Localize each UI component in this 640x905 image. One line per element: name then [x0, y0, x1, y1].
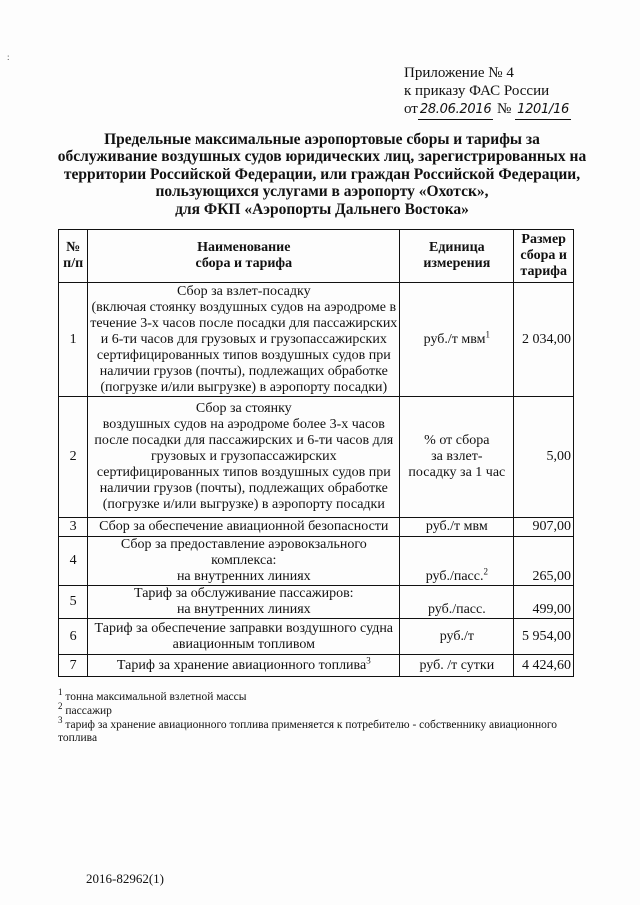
name-line: авиационным топливом — [172, 636, 315, 652]
scan-mark: : — [7, 52, 10, 62]
table-row — [59, 619, 574, 655]
row-unit: руб./пасс.$^2$ — [400, 537, 514, 586]
name-line: сертифицированных типов воздушных судов при — [96, 465, 391, 480]
footnote: $^3$ тариф за хранение авиационного топлива применяется к потребителю - собственнику авиационного топлива — [58, 715, 558, 744]
header-value: Размер сбора и тарифа — [514, 230, 574, 283]
row-value: 265,00 — [514, 537, 574, 586]
title-line: для ФКП «Аэропорты Дальнего Востока» — [175, 200, 469, 218]
table-row — [59, 397, 574, 518]
row-number: 1 — [59, 283, 88, 397]
header-unit: Единица измерения — [400, 230, 514, 283]
name-line: воздушных судов на аэродроме более 3-х часов — [102, 417, 385, 432]
table-row — [59, 518, 574, 537]
name-line: и 6-ти часов для грузовых и грузопассажирских — [100, 331, 387, 347]
header-num: № п/п — [59, 230, 88, 283]
handwritten-number: 1201/16 — [515, 101, 571, 120]
name-line: (погрузке и/или выгрузке) в аэропорту посадки — [102, 497, 385, 512]
row-number: 6 — [59, 619, 88, 655]
row-name — [88, 518, 400, 537]
row-value: 907,00 — [514, 518, 574, 537]
footnote: $^2$ пассажир — [58, 701, 112, 717]
name-line: наличии грузов (почты), подлежащих обработке — [99, 363, 388, 379]
row-number: 7 — [59, 655, 88, 677]
row-name — [88, 655, 400, 677]
row-unit: % от сбора за взлет- посадку за 1 час — [400, 397, 514, 518]
row-unit: руб./т — [400, 619, 514, 655]
name-line: Тариф за обеспечение заправки воздушного судна — [94, 620, 394, 636]
name-line: на внутренних линиях — [176, 569, 311, 584]
row-value: 4 424,60 — [514, 655, 574, 677]
annex-order-ref: к приказу ФАС России — [404, 83, 550, 99]
name-line: Сбор за обеспечение авиационной безопасности — [99, 519, 389, 534]
footnotes — [58, 687, 578, 746]
name-line: наличии грузов (почты), подлежащих обработке — [99, 481, 388, 496]
table-row — [59, 537, 574, 586]
row-unit: руб./пасс. — [400, 586, 514, 619]
header-name: Наименование сбора и тарифа — [88, 230, 400, 283]
handwritten-date: 28.06.2016 — [418, 101, 493, 120]
footnote-mark: 2 — [483, 566, 488, 577]
row-name — [88, 537, 400, 586]
table-header-row — [59, 230, 574, 283]
table-row — [59, 283, 574, 397]
name-line: течение 3-х часов после посадки для пассажирских — [90, 315, 398, 331]
row-name — [88, 283, 400, 397]
annex-date-line — [404, 100, 584, 120]
row-number: 2 — [59, 397, 88, 518]
name-line: Сбор за взлет-посадку — [176, 283, 311, 299]
footnote-mark: 3 — [366, 654, 371, 665]
row-value: 499,00 — [514, 586, 574, 619]
name-line: на внутренних линиях — [176, 602, 311, 617]
annex-number: Приложение № 4 — [404, 65, 514, 81]
annex-header — [404, 64, 584, 120]
row-unit: руб./т мвм$^1$ — [400, 283, 514, 397]
document-number: 2016-82962(1) — [86, 871, 164, 886]
row-number: 4 — [59, 537, 88, 586]
tariffs-table — [58, 229, 574, 677]
row-number: 3 — [59, 518, 88, 537]
name-line: Сбор за предоставление аэровокзального — [120, 537, 367, 552]
footnote: $^1$ тонна максимальной взлетной массы — [58, 687, 247, 703]
title-line: территории Российской Федерации, или граждан Российской Федерации, — [63, 165, 581, 183]
table-row — [59, 586, 574, 619]
row-name — [88, 619, 400, 655]
row-unit: руб./т мвм — [400, 518, 514, 537]
title-line: пользующихся услугами в аэропорту «Охотск», — [155, 183, 489, 201]
name-line: грузовых и грузопассажирских — [150, 449, 337, 464]
row-value: 2 034,00 — [514, 283, 574, 397]
name-line: Тариф за обслуживание пассажиров: — [134, 586, 354, 601]
title-line: Предельные максимальные аэропортовые сборы и тарифы за — [104, 131, 540, 148]
row-name — [88, 397, 400, 518]
name-line: Тариф за хранение авиационного топлива$^3$ — [116, 654, 371, 673]
footnote-mark: 1 — [485, 328, 491, 339]
title-line: обслуживание воздушных судов юридических лиц, зарегистрированных на — [57, 148, 587, 166]
number-label: № — [497, 101, 512, 117]
row-value: 5,00 — [514, 397, 574, 518]
row-value: 5 954,00 — [514, 619, 574, 655]
name-line: комплекса: — [211, 553, 277, 568]
name-line: после посадки для пассажирских и 6-ти часов для — [94, 433, 394, 448]
document-title — [40, 131, 604, 218]
row-number: 5 — [59, 586, 88, 619]
row-name — [88, 586, 400, 619]
name-line: (включая стоянку воздушных судов на аэродроме в — [91, 299, 397, 315]
name-line: (погрузке и/или выгрузке) в аэропорту посадки) — [100, 379, 388, 395]
name-line: Сбор за стоянку — [195, 401, 292, 416]
from-label: от — [404, 101, 418, 117]
table-row — [59, 655, 574, 677]
table-body — [59, 283, 574, 677]
row-unit: руб. /т сутки — [400, 655, 514, 677]
name-line: сертифицированных типов воздушных судов при — [96, 347, 391, 363]
